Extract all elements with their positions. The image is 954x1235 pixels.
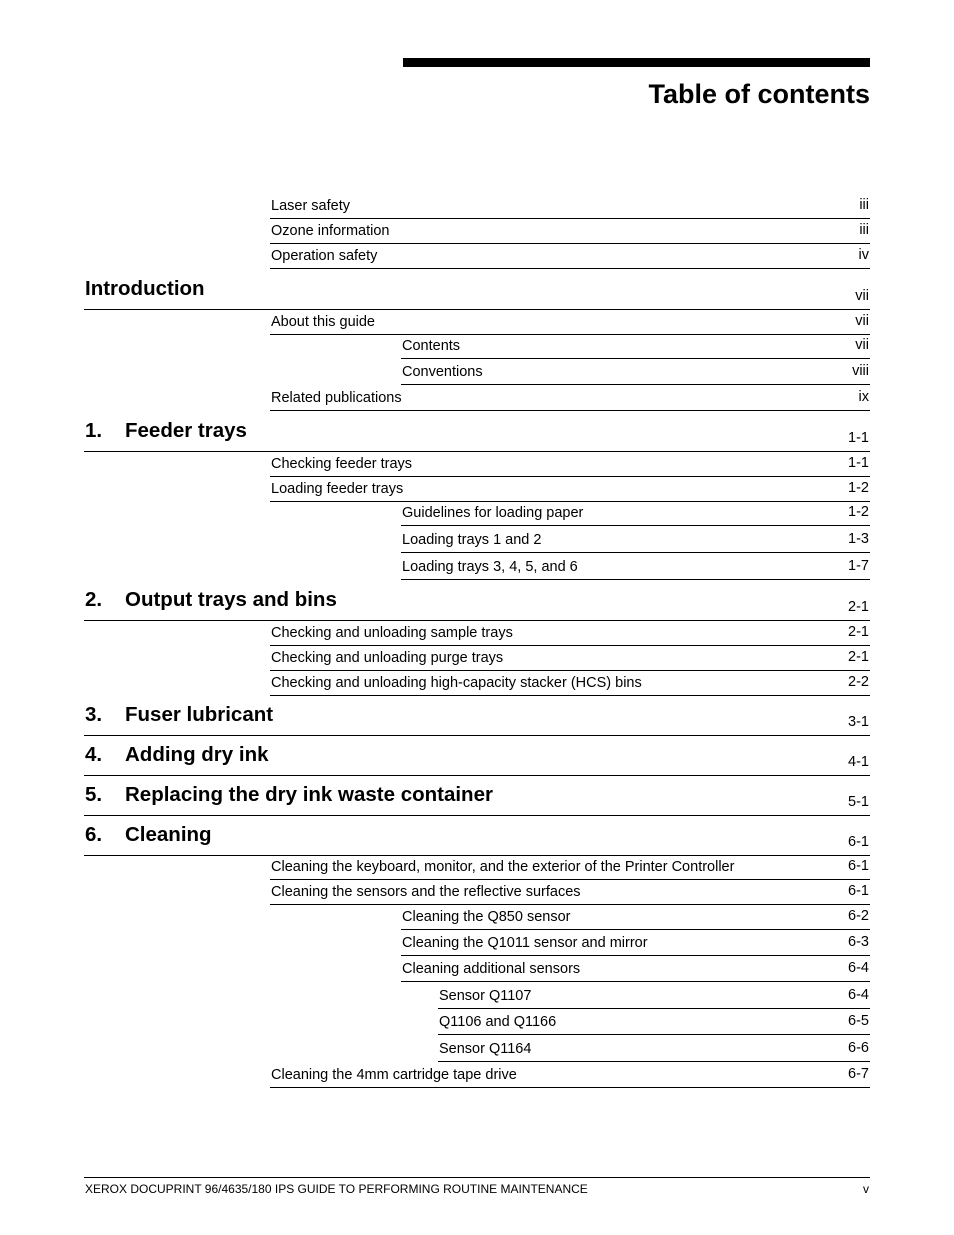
- toc-entry-label: Introduction: [85, 277, 205, 300]
- toc-entry[interactable]: [270, 1062, 870, 1088]
- toc-entry[interactable]: [438, 982, 870, 1009]
- toc-entry[interactable]: [401, 553, 870, 580]
- toc-chapter[interactable]: [84, 696, 870, 736]
- toc-entry-label: Ozone information: [271, 223, 390, 239]
- toc-entry-label: Cleaning: [125, 823, 212, 846]
- toc-entry-label: Checking feeder trays: [271, 456, 413, 472]
- chapter-number: 6.: [85, 823, 103, 846]
- toc-page-number: 1-2: [848, 504, 869, 520]
- toc-page-number: 1-2: [848, 480, 869, 496]
- toc-entry[interactable]: [401, 526, 870, 553]
- toc-page-number: 2-1: [848, 649, 869, 665]
- toc-entry-title: [85, 588, 337, 612]
- toc-entry[interactable]: [438, 1035, 870, 1062]
- chapter-number: 3.: [85, 703, 103, 726]
- toc-entry-label: Adding dry ink: [125, 743, 269, 766]
- toc-entry-label: Checking and unloading purge trays: [271, 650, 504, 666]
- toc-entry-label: Output trays and bins: [125, 588, 337, 611]
- toc-chapter[interactable]: [84, 736, 870, 776]
- toc-entry-label: Cleaning additional sensors: [402, 961, 581, 977]
- toc-entry-title: [271, 198, 350, 214]
- toc-entry[interactable]: [270, 477, 870, 502]
- toc-entry-title: [271, 456, 412, 472]
- toc-entry-label: Operation safety: [271, 248, 378, 264]
- toc-entry-label: Feeder trays: [125, 419, 247, 442]
- toc-entry-label: Cleaning the Q1011 sensor and mirror: [402, 935, 648, 951]
- toc-entry-label: Sensor Q1164: [439, 1041, 532, 1057]
- toc-entry-label: Cleaning the Q850 sensor: [402, 909, 571, 925]
- toc-page-number: 5-1: [848, 794, 869, 810]
- toc-entry[interactable]: [401, 502, 870, 526]
- toc-page-number: 1-1: [848, 430, 869, 446]
- toc-entry-label: Cleaning the keyboard, monitor, and the exterior of the Printer Controller: [271, 859, 735, 875]
- toc-entry[interactable]: [270, 856, 870, 880]
- toc-entry[interactable]: [270, 646, 870, 671]
- toc-page-number: 2-1: [848, 599, 869, 615]
- toc-chapter[interactable]: [84, 776, 870, 816]
- toc-page-number: 1-1: [848, 455, 869, 471]
- toc-entry-label: Sensor Q1107: [439, 988, 532, 1004]
- toc-entry-title: [271, 650, 503, 666]
- toc-entry-title: [402, 364, 483, 380]
- toc-chapter[interactable]: [84, 816, 870, 856]
- toc-page-number: viii: [852, 363, 869, 379]
- toc-page-number: 6-1: [848, 883, 869, 899]
- toc-entry[interactable]: [270, 880, 870, 905]
- chapter-number: 1.: [85, 419, 103, 442]
- toc-entry[interactable]: [270, 219, 870, 244]
- toc-page-number: 6-4: [848, 960, 869, 976]
- toc-entry-title: [439, 1041, 531, 1057]
- toc-entry-title: [271, 675, 642, 691]
- toc-entry-label: Guidelines for loading paper: [402, 505, 584, 521]
- toc-entry[interactable]: [270, 310, 870, 335]
- toc-entry-title: [402, 935, 648, 951]
- toc-entry-title: [271, 481, 403, 497]
- toc-entry[interactable]: [401, 905, 870, 930]
- toc-chapter[interactable]: [84, 580, 870, 621]
- toc-page-number: 1-3: [848, 531, 869, 547]
- toc-entry-label: About this guide: [271, 314, 375, 330]
- toc-entry[interactable]: [401, 335, 870, 359]
- toc-entry-label: Loading trays 3, 4, 5, and 6: [402, 559, 578, 575]
- toc-entry[interactable]: [401, 930, 870, 956]
- toc-entry-title: [402, 961, 580, 977]
- chapter-number: 2.: [85, 588, 103, 611]
- toc-entry-title: [85, 743, 269, 767]
- toc-entry-label: Cleaning the sensors and the reflective surfaces: [271, 884, 581, 900]
- page-title: Table of contents: [648, 79, 870, 109]
- toc-entry-title: [271, 625, 513, 641]
- toc-entry-title: [439, 1014, 556, 1030]
- toc-page-number: 4-1: [848, 754, 869, 770]
- toc-page-number: ix: [858, 389, 869, 405]
- toc-page-number: 6-5: [848, 1013, 869, 1029]
- toc-entry-title: [402, 505, 583, 521]
- toc-entry-label: Cleaning the 4mm cartridge tape drive: [271, 1067, 517, 1083]
- chapter-number: 4.: [85, 743, 103, 766]
- toc-entry-label: Loading trays 1 and 2: [402, 532, 542, 548]
- toc-entry-label: Related publications: [271, 390, 402, 406]
- toc-page-number: 6-2: [848, 908, 869, 924]
- footer-document-title: XEROX DOCUPRINT 96/4635/180 IPS GUIDE TO PERFORMING ROUTINE MAINTENANCE: [85, 1182, 588, 1196]
- toc-entry[interactable]: [270, 194, 870, 219]
- toc-entry-title: [85, 783, 493, 807]
- toc-entry-title: [402, 532, 541, 548]
- toc-chapter[interactable]: [84, 269, 870, 310]
- toc-entry-label: Checking and unloading high-capacity stacker (HCS) bins: [271, 675, 642, 691]
- toc-entry-title: [271, 223, 389, 239]
- toc-entry-title: [402, 338, 460, 354]
- toc-page-number: iii: [859, 197, 869, 213]
- toc-entry-title: [402, 909, 570, 925]
- toc-page-number: 6-3: [848, 934, 869, 950]
- toc-entry-label: Conventions: [402, 364, 483, 380]
- footer-page-number: v: [863, 1182, 869, 1196]
- toc-entry[interactable]: [438, 1009, 870, 1035]
- toc-page-number: 6-6: [848, 1040, 869, 1056]
- toc-entry-title: [85, 419, 247, 443]
- page-footer: [84, 1177, 870, 1196]
- toc-page-number: vii: [855, 337, 869, 353]
- chapter-number: 5.: [85, 783, 103, 806]
- toc-entry-title: [402, 559, 578, 575]
- toc-entry[interactable]: [401, 359, 870, 385]
- toc-entry-title: [85, 703, 273, 727]
- toc-page-number: vii: [855, 288, 869, 304]
- toc-entry-label: Laser safety: [271, 198, 350, 214]
- toc-page-number: 1-7: [848, 558, 869, 574]
- toc-chapter[interactable]: [84, 411, 870, 452]
- toc-entry-title: [271, 314, 375, 330]
- toc-page-number: 3-1: [848, 714, 869, 730]
- toc-entry-title: [271, 859, 734, 875]
- toc-entry-label: Replacing the dry ink waste container: [125, 783, 493, 806]
- toc-page-number: iii: [859, 222, 869, 238]
- toc-entry[interactable]: [270, 452, 870, 477]
- toc-entry-title: [85, 823, 212, 847]
- toc-page-number: 6-1: [848, 858, 869, 874]
- toc-page-number: 6-1: [848, 834, 869, 850]
- toc-entry-title: [271, 1067, 517, 1083]
- toc-entry-label: Contents: [402, 338, 461, 354]
- toc-page-number: iv: [858, 247, 869, 263]
- toc-entry[interactable]: [270, 671, 870, 696]
- toc-page-number: vii: [855, 313, 869, 329]
- toc-entry[interactable]: [401, 956, 870, 982]
- toc-entry-label: Fuser lubricant: [125, 703, 274, 726]
- toc-page-number: 2-1: [848, 624, 869, 640]
- toc-entry-label: Checking and unloading sample trays: [271, 625, 513, 641]
- toc-page-number: 2-2: [848, 674, 869, 690]
- toc-entry-title: [439, 988, 531, 1004]
- toc-entry[interactable]: [270, 244, 870, 269]
- toc-entry[interactable]: [270, 621, 870, 646]
- toc-entry-label: Loading feeder trays: [271, 481, 404, 497]
- toc-entry-label: Q1106 and Q1166: [439, 1014, 557, 1030]
- toc-page-number: 6-7: [848, 1066, 869, 1082]
- toc-entry[interactable]: [270, 385, 870, 411]
- toc-entry-title: [271, 884, 581, 900]
- toc-entry-title: [271, 390, 402, 406]
- toc-entry-title: [85, 277, 205, 301]
- toc-entry-title: [271, 248, 377, 264]
- toc-page-number: 6-4: [848, 987, 869, 1003]
